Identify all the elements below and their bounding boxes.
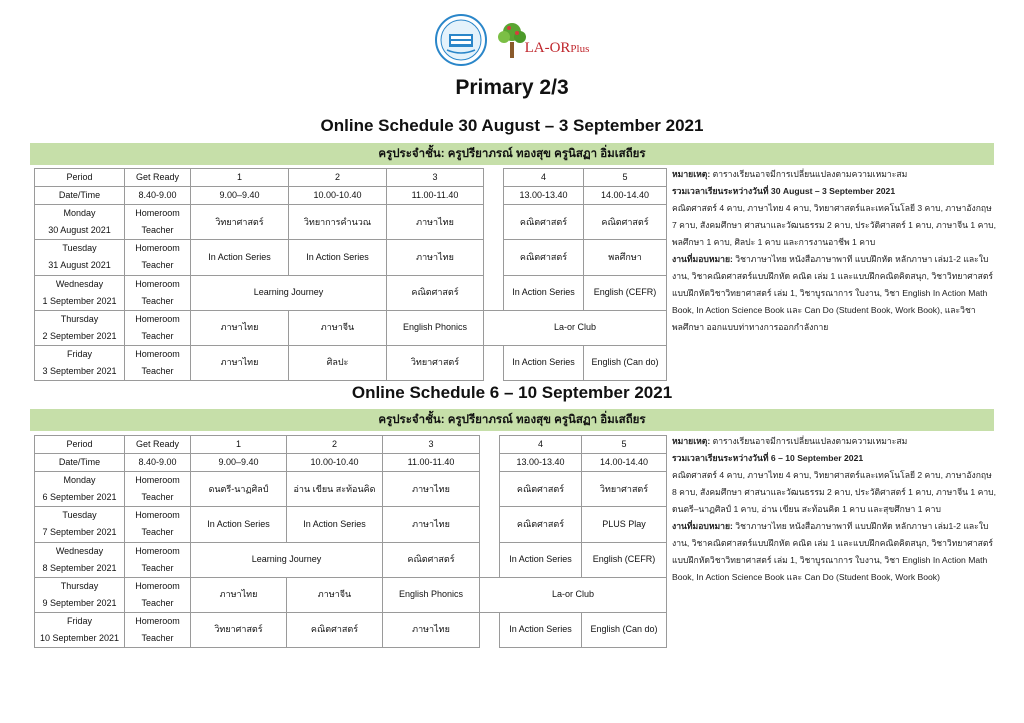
ready-line: Homeroom	[135, 243, 180, 254]
total-text: คณิตศาสตร์ 4 คาบ, ภาษาไทย 4 คาบ, วิทยาศาสตร์และเทคโนโลยี 3 คาบ, ภาษาอังกฤษ 7 คาบ, สังคมศึกษา ศาสนาและวัฒนธรรม 2 คาบ, ประวัติศาสตร์ 1 คาบ, ภาษาจีน 1 คาบ, พลศึกษา 1 คาบ, ศิลปะ 1 คาบ และการงานอาชีพ 1 คาบ	[672, 203, 997, 247]
day-name: Wednesday	[55, 545, 104, 556]
day-name: Wednesday	[55, 278, 104, 289]
subject-cell: ภาษาไทย	[191, 577, 287, 612]
ready-line: Homeroom	[135, 348, 180, 359]
time-cell: 8.40-9.00	[125, 187, 191, 205]
ready-line: Teacher	[141, 562, 174, 573]
subject-cell: In Action Series	[504, 275, 584, 310]
subject-cell: ภาษาจีน	[287, 577, 383, 612]
day-name: Tuesday	[62, 510, 97, 521]
subject-cell: ภาษาไทย	[387, 205, 484, 240]
subject-cell: คณิตศาสตร์	[500, 472, 582, 507]
ready-line: Homeroom	[135, 510, 180, 521]
header-cell: 5	[584, 169, 667, 187]
day-date: 3 September 2021	[42, 366, 117, 377]
total-heading: รวมเวลาเรียนระหว่างวันที่ 6 – 10 September 2021	[672, 453, 864, 463]
subject-cell: ภาษาไทย	[383, 612, 480, 647]
subject-cell: ศิลปะ	[289, 345, 387, 380]
ready-line: Homeroom	[135, 278, 180, 289]
subject-cell: ภาษาไทย	[383, 472, 480, 507]
subject-cell: In Action Series	[289, 240, 387, 275]
day-cell	[35, 507, 125, 542]
day-date: 1 September 2021	[42, 295, 117, 306]
total-label	[672, 183, 998, 200]
work-line	[672, 251, 998, 336]
day-date: 6 September 2021	[42, 492, 117, 503]
subject-cell: คณิตศาสตร์	[504, 240, 584, 275]
total-heading: รวมเวลาเรียนระหว่างวันที่ 30 August – 3 September 2021	[672, 186, 896, 196]
subject-cell: In Action Series	[500, 542, 582, 577]
subject-cell: English (Can do)	[584, 345, 667, 380]
time-cell: 10.00-10.40	[287, 454, 383, 472]
day-date: 9 September 2021	[42, 597, 117, 608]
day-date: 31 August 2021	[48, 260, 111, 271]
ready-line: Teacher	[141, 597, 174, 608]
subject-cell: English Phonics	[383, 577, 480, 612]
week1-title: Online Schedule 30 August – 3 September 2021	[320, 116, 704, 135]
remark-label: หมายเหตุ:	[672, 436, 711, 446]
header-cell: 2	[287, 436, 383, 454]
day-cell	[35, 310, 125, 345]
subject-cell: In Action Series	[504, 345, 584, 380]
week2-title: Online Schedule 6 – 10 September 2021	[351, 383, 673, 402]
lunch-gap	[480, 436, 500, 454]
lunch-gap	[484, 345, 504, 380]
ready-cell	[125, 275, 191, 310]
day-name: Tuesday	[62, 243, 97, 254]
lunch-gap	[480, 612, 500, 647]
subject-cell: ภาษาไทย	[191, 310, 289, 345]
subject-cell: คณิตศาสตร์	[500, 507, 582, 542]
header-cell: Period	[35, 169, 125, 187]
page-title: Primary 2/3	[455, 76, 569, 99]
school-logo-icon	[435, 14, 487, 66]
header-cell: 1	[191, 169, 289, 187]
laor-plus-logo	[495, 14, 590, 66]
lunch-gap	[480, 454, 500, 472]
ready-cell	[125, 345, 191, 380]
subject-cell: ภาษาจีน	[289, 310, 387, 345]
remark-label: หมายเหตุ:	[672, 169, 711, 179]
table-row	[35, 310, 667, 345]
ready-cell	[125, 205, 191, 240]
day-date: 7 September 2021	[42, 527, 117, 538]
table-row	[35, 577, 667, 612]
lunch-gap	[484, 275, 504, 310]
lunch-gap	[480, 472, 500, 507]
day-cell	[35, 345, 125, 380]
subject-cell: ดนตรี-นาฏศิลป์	[191, 472, 287, 507]
day-cell	[35, 577, 125, 612]
time-cell: 8.40-9.00	[125, 454, 191, 472]
lunch-gap	[484, 240, 504, 275]
subject-cell: La-or Club	[480, 577, 667, 612]
subject-cell: In Action Series	[500, 612, 582, 647]
subject-cell: English (CEFR)	[584, 275, 667, 310]
remark-text: ตารางเรียนอาจมีการเปลี่ยนแปลงตามความเหมาะสม	[710, 436, 908, 446]
subject-cell: วิทยาศาสตร์	[191, 612, 287, 647]
work-line	[672, 518, 998, 586]
day-name: Friday	[66, 615, 92, 626]
ready-cell	[125, 310, 191, 345]
time-cell: 11.00-11.40	[383, 454, 480, 472]
time-cell: Date/Time	[35, 454, 125, 472]
remark-line	[672, 433, 998, 450]
total-label	[672, 450, 998, 467]
ready-line: Homeroom	[135, 615, 180, 626]
week1-teacher-bar: ครูประจำชั้น: ครูปรียาภรณ์ ทองสุข ครูนิสฏา อิ่มเสถียร	[30, 143, 994, 165]
lunch-gap	[480, 542, 500, 577]
subject-cell: In Action Series	[191, 507, 287, 542]
ready-cell	[125, 612, 191, 647]
day-cell	[35, 472, 125, 507]
remark-text: ตารางเรียนอาจมีการเปลี่ยนแปลงตามความเหมาะสม	[710, 169, 908, 179]
table-row	[35, 436, 667, 454]
time-cell: 9.00–9.40	[191, 454, 287, 472]
header-cell: 4	[504, 169, 584, 187]
table-row	[35, 240, 667, 275]
ready-line: Teacher	[141, 330, 174, 341]
subject-cell: ภาษาไทย	[191, 345, 289, 380]
day-cell	[35, 275, 125, 310]
ready-line: Teacher	[141, 527, 174, 538]
time-cell: 14.00-14.40	[582, 454, 667, 472]
lunch-gap	[484, 187, 504, 205]
subject-cell: ภาษาไทย	[387, 240, 484, 275]
subject-cell: คณิตศาสตร์	[387, 275, 484, 310]
ready-line: Homeroom	[135, 475, 180, 486]
time-cell: 13.00-13.40	[504, 187, 584, 205]
subject-cell: In Action Series	[191, 240, 289, 275]
table-row	[35, 275, 667, 310]
header-cell: 2	[289, 169, 387, 187]
laor-text: LA-OR	[524, 39, 571, 56]
time-cell: 13.00-13.40	[500, 454, 582, 472]
subject-cell: วิทยาศาสตร์	[387, 345, 484, 380]
ready-line: Teacher	[141, 225, 174, 236]
ready-line: Teacher	[141, 366, 174, 377]
day-cell	[35, 612, 125, 647]
laor-plus-wordmark	[525, 40, 590, 57]
header-cell: Get Ready	[125, 436, 191, 454]
subject-cell: English (CEFR)	[582, 542, 667, 577]
table-row	[35, 169, 667, 187]
week2-schedule-table	[34, 435, 667, 648]
ready-line: Teacher	[141, 492, 174, 503]
ready-cell	[125, 240, 191, 275]
table-row	[35, 507, 667, 542]
subject-cell: คณิตศาสตร์	[383, 542, 480, 577]
table-row	[35, 454, 667, 472]
day-cell	[35, 205, 125, 240]
day-date: 8 September 2021	[42, 562, 117, 573]
table-row	[35, 472, 667, 507]
lunch-gap	[480, 507, 500, 542]
ready-line: Homeroom	[135, 208, 180, 219]
time-cell: 9.00–9.40	[191, 187, 289, 205]
day-name: Monday	[63, 208, 96, 219]
header-cell: 4	[500, 436, 582, 454]
header-cell: 5	[582, 436, 667, 454]
table-row	[35, 612, 667, 647]
subject-cell: คณิตศาสตร์	[504, 205, 584, 240]
remark-line	[672, 166, 998, 183]
day-name: Monday	[63, 475, 96, 486]
ready-cell	[125, 577, 191, 612]
header-cell: Get Ready	[125, 169, 191, 187]
lunch-gap	[484, 205, 504, 240]
subject-cell: English (Can do)	[582, 612, 667, 647]
day-date: 2 September 2021	[42, 330, 117, 341]
ready-cell	[125, 472, 191, 507]
subject-cell: วิทยาศาสตร์	[191, 205, 289, 240]
work-text: วิชาภาษาไทย หนังสือภาษาพาที แบบฝึกหัด หลักภาษา เล่ม1-2 และใบงาน, วิชาคณิตศาสตร์แบบฝึกหัด คณิต เล่ม 1 และแบบฝึกคณิตคิดสนุก, วิชาวิทยาศาสตร์ แบบฝึกหัดวิชาวิทยาศาสตร์ เล่ม 1, วิชาบูรณาการ ใบงาน, วิชา English In Action Math Book, In Action Science Book และ Can Do (Student Book, Work Book)	[672, 521, 994, 582]
work-text: วิชาภาษาไทย หนังสือภาษาพาที แบบฝึกหัด หลักภาษา เล่ม1-2 และใบงาน, วิชาคณิตศาสตร์แบบฝึกหัด คณิต เล่ม 1 และแบบฝึกคณิตคิดสนุก, วิชาวิทยาศาสตร์ แบบฝึกหัดวิชาวิทยาศาสตร์ เล่ม 1, วิชาบูรณาการ ใบงาน, วิชา English In Action Math Book, In Action Science Book และ Can Do (Student Book, Work Book), และวิชาพลศึกษา ออกแบบท่าทางการออกกำลังกาย	[672, 254, 994, 332]
subject-cell: Learning Journey	[191, 275, 387, 310]
work-label: งานที่มอบหมาย:	[672, 254, 733, 264]
plus-text: Plus	[570, 42, 590, 55]
ready-line: Homeroom	[135, 313, 180, 324]
header-cell: 3	[387, 169, 484, 187]
header-cell: 3	[383, 436, 480, 454]
day-name: Thursday	[60, 580, 99, 591]
week2-notes	[672, 433, 998, 586]
subject-cell: พลศึกษา	[584, 240, 667, 275]
ready-line: Teacher	[141, 260, 174, 271]
day-date: 30 August 2021	[48, 225, 111, 236]
day-cell	[35, 542, 125, 577]
lunch-gap	[484, 169, 504, 187]
week2-teacher-bar: ครูประจำชั้น: ครูปรียาภรณ์ ทองสุข ครูนิสฏา อิ่มเสถียร	[30, 409, 994, 431]
week1-notes	[672, 166, 998, 336]
ready-line: Teacher	[141, 295, 174, 306]
header-cell: 1	[191, 436, 287, 454]
ready-cell	[125, 542, 191, 577]
time-cell: Date/Time	[35, 187, 125, 205]
day-cell	[35, 240, 125, 275]
total-text: คณิตศาสตร์ 4 คาบ, ภาษาไทย 4 คาบ, วิทยาศาสตร์และเทคโนโลยี 2 คาบ, ภาษาอังกฤษ 8 คาบ, สังคมศึกษา ศาสนาและวัฒนธรรม 2 คาบ, ประวัติศาสตร์ 1 คาบ, ภาษาจีน 1 คาบ, ดนตรี–นาฏศิลป์ 1 คาบ, อ่าน เขียน สะท้อนคิด 1 คาบ และสุขศึกษา 1 คาบ	[672, 470, 997, 514]
table-row	[35, 542, 667, 577]
ready-line: Teacher	[141, 633, 174, 644]
work-label: งานที่มอบหมาย:	[672, 521, 733, 531]
time-cell: 11.00-11.40	[387, 187, 484, 205]
subject-cell: Learning Journey	[191, 542, 383, 577]
subject-cell: วิทยาศาสตร์	[582, 472, 667, 507]
week1-schedule-table	[34, 168, 667, 381]
ready-line: Homeroom	[135, 580, 180, 591]
table-row	[35, 345, 667, 380]
tree-icon	[495, 20, 529, 60]
table-row	[35, 205, 667, 240]
day-date: 10 September 2021	[39, 633, 120, 644]
subject-cell: La-or Club	[484, 310, 667, 345]
time-cell: 10.00-10.40	[289, 187, 387, 205]
subject-cell: In Action Series	[287, 507, 383, 542]
subject-cell: วิทยาการคำนวณ	[289, 205, 387, 240]
header-cell: Period	[35, 436, 125, 454]
subject-cell: คณิตศาสตร์	[584, 205, 667, 240]
subject-cell: PLUS Play	[582, 507, 667, 542]
ready-line: Homeroom	[135, 545, 180, 556]
subject-cell: ภาษาไทย	[383, 507, 480, 542]
day-name: Friday	[66, 348, 92, 359]
subject-cell: English Phonics	[387, 310, 484, 345]
ready-cell	[125, 507, 191, 542]
subject-cell: คณิตศาสตร์	[287, 612, 383, 647]
subject-cell: อ่าน เขียน สะท้อนคิด	[287, 472, 383, 507]
day-name: Thursday	[60, 313, 99, 324]
table-row	[35, 187, 667, 205]
time-cell: 14.00-14.40	[584, 187, 667, 205]
header-logos	[0, 14, 1024, 66]
